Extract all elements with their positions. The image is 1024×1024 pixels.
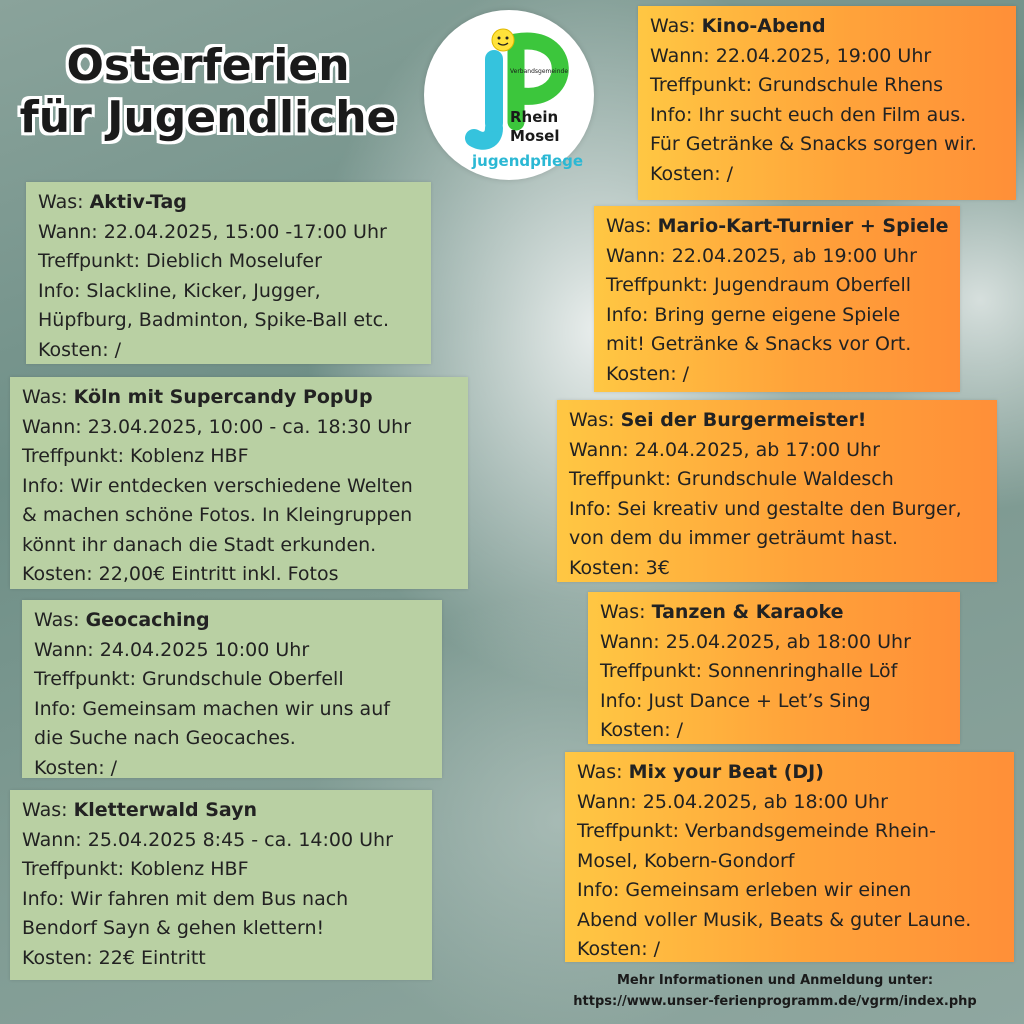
logo-jugendpflege: jugendpflege: [472, 152, 584, 170]
event-location: Koblenz HBF: [130, 445, 249, 467]
event-name: Mario-Kart-Turnier + Spiele: [657, 215, 949, 237]
event-info: Ihr sucht euch den Film aus.: [698, 103, 967, 126]
event-date: 22.04.2025, 19:00 Uhr: [715, 44, 932, 67]
event-info: Wir fahren mit dem Bus nach: [70, 887, 349, 910]
event-info: Bring gerne eigene Spiele: [654, 303, 901, 326]
event-date: 25.04.2025, ab 18:00 Uhr: [665, 630, 911, 653]
event-card-koeln: Was: Köln mit Supercandy PopUp Wann: 23.04.2025, 10:00 - ca. 18:30 Uhr Treffpunkt: Koblenz HBF Info: Wir entdecken verschiedene Welten & machen schöne Fotos. In Kleingruppen könnt ihr danach die Stadt erkunden. Kosten: 22,00€ Eintritt inkl. Fotos: [10, 377, 468, 589]
event-name: Aktiv-Tag: [89, 191, 187, 213]
event-info-cont: & machen schöne Fotos. In Kleingruppen: [22, 504, 413, 526]
event-date: 22.04.2025, 15:00 -17:00 Uhr: [103, 220, 387, 243]
event-date: 24.04.2025, ab 17:00 Uhr: [634, 438, 880, 461]
event-info-cont: Abend voller Musik, Beats & guter Laune.: [577, 908, 972, 931]
logo-verbandsgemeinde: Verbandsgemeinde: [510, 68, 569, 75]
event-info-cont: von dem du immer geträumt hast.: [569, 527, 898, 549]
event-date: 25.04.2025 8:45 - ca. 14:00 Uhr: [87, 828, 393, 851]
event-info: Wir entdecken verschiedene Welten: [70, 474, 413, 497]
event-cost: /: [110, 756, 118, 779]
event-info-cont: die Suche nach Geocaches.: [34, 727, 296, 749]
footer-info: [540, 970, 1010, 1012]
event-cost: 22€ Eintritt: [98, 946, 206, 969]
footer-line-1: Mehr Informationen und Anmeldung unter:: [616, 973, 934, 988]
page-title: [18, 40, 398, 144]
event-name: Köln mit Supercandy PopUp: [73, 386, 373, 408]
event-info-cont: Hüpfburg, Badminton, Spike-Ball etc.: [38, 309, 390, 331]
jugendpflege-logo: [424, 10, 594, 180]
event-info-cont: mit! Getränke & Snacks vor Ort.: [606, 333, 912, 355]
event-name: Sei der Burgermeister!: [620, 409, 867, 431]
event-cost: /: [676, 719, 684, 741]
event-name: Mix your Beat (DJ): [628, 761, 824, 783]
event-info: Just Dance + Let’s Sing: [648, 689, 871, 712]
event-info: Gemeinsam erleben wir einen: [625, 879, 912, 901]
logo-mosel: Mosel: [510, 127, 560, 145]
event-location: Grundschule Rhens: [758, 74, 944, 96]
event-cost: 22,00€ Eintritt inkl. Fotos: [98, 563, 339, 585]
event-date: 23.04.2025, 10:00 - ca. 18:30 Uhr: [87, 415, 412, 438]
event-date: 22.04.2025, ab 19:00 Uhr: [671, 244, 917, 267]
event-info: Gemeinsam machen wir uns auf: [82, 697, 390, 720]
event-date: 25.04.2025, ab 18:00 Uhr: [642, 790, 888, 813]
event-card-mario-kart: Was: Mario-Kart-Turnier + Spiele Wann: 22.04.2025, ab 19:00 Uhr Treffpunkt: Jugendraum Oberfell Info: Bring gerne eigene Spiele mit! Getränke & Snacks vor Ort. Kosten: /: [594, 206, 960, 392]
event-location: Grundschule Waldesch: [677, 468, 894, 490]
event-name: Kino-Abend: [701, 15, 826, 37]
event-cost: /: [682, 362, 690, 385]
title-line-2: für Jugendliche: [19, 92, 397, 143]
event-name: Kletterwald Sayn: [73, 799, 258, 821]
event-card-tanzen-karaoke: Was: Tanzen & Karaoke Wann: 25.04.2025, ab 18:00 Uhr Treffpunkt: Sonnenringhalle Löf Info: Just Dance + Let’s Sing Kosten: /: [588, 592, 960, 744]
logo-rhein: Rhein: [510, 108, 559, 126]
event-name: Geocaching: [85, 609, 210, 631]
event-location: Jugendraum Oberfell: [714, 274, 912, 296]
event-info: Sei kreativ und gestalte den Burger,: [617, 497, 962, 520]
event-card-mix-your-beat: Was: Mix your Beat (DJ) Wann: 25.04.2025, ab 18:00 Uhr Treffpunkt: Verbandsgemeinde Rhein- Mosel, Kobern-Gondorf Info: Gemeinsam erleben wir einen Abend voller Musik, Beats & guter Laune. Kosten: /: [565, 752, 1014, 962]
event-name: Tanzen & Karaoke: [651, 601, 844, 623]
footer-url: https://www.unser-ferienprogramm.de/vgrm/index.php: [573, 994, 977, 1009]
event-info: Slackline, Kicker, Jugger,: [86, 279, 321, 302]
event-location: Sonnenringhalle Löf: [708, 660, 898, 682]
event-location-cont: Mosel, Kobern-Gondorf: [577, 849, 795, 872]
title-line-1: Osterferien: [66, 40, 350, 91]
event-date: 24.04.2025 10:00 Uhr: [99, 638, 310, 661]
event-cost: /: [114, 338, 122, 361]
event-card-geocaching: Was: Geocaching Wann: 24.04.2025 10:00 Uhr Treffpunkt: Grundschule Oberfell Info: Gemeinsam machen wir uns auf die Suche nach Geocaches. Kosten: /: [22, 600, 442, 778]
event-info-cont: Bendorf Sayn & gehen klettern!: [22, 917, 325, 939]
event-location: Dieblich Moselufer: [146, 250, 322, 272]
event-location: Koblenz HBF: [130, 858, 249, 880]
event-cost: /: [726, 162, 734, 185]
event-card-kino-abend: Was: Kino-Abend Wann: 22.04.2025, 19:00 Uhr Treffpunkt: Grundschule Rhens Info: Ihr sucht euch den Film aus. Für Getränke & Snacks sorgen wir. Kosten: /: [638, 6, 1016, 200]
event-card-burgermeister: Was: Sei der Burgermeister! Wann: 24.04.2025, ab 17:00 Uhr Treffpunkt: Grundschule Waldesch Info: Sei kreativ und gestalte den Burger, von dem du immer geträumt hast. Kosten: 3€: [557, 400, 997, 582]
event-location: Verbandsgemeinde Rhein-: [685, 820, 936, 842]
event-info-cont: könnt ihr danach die Stadt erkunden.: [22, 533, 377, 556]
event-location: Grundschule Oberfell: [142, 668, 344, 690]
event-info-cont: Für Getränke & Snacks sorgen wir.: [650, 133, 977, 155]
event-cost: /: [653, 938, 661, 960]
event-cost: 3€: [645, 556, 670, 579]
event-card-kletterwald: Was: Kletterwald Sayn Wann: 25.04.2025 8:45 - ca. 14:00 Uhr Treffpunkt: Koblenz HBF Info: Wir fahren mit dem Bus nach Bendorf Sayn & gehen klettern! Kosten: 22€ Eintritt: [10, 790, 432, 980]
event-card-aktiv-tag: Was: Aktiv-Tag Wann: 22.04.2025, 15:00 -17:00 Uhr Treffpunkt: Dieblich Moselufer Info: Slackline, Kicker, Jugger, Hüpfburg, Badminton, Spike-Ball etc. Kosten: /: [26, 182, 431, 364]
